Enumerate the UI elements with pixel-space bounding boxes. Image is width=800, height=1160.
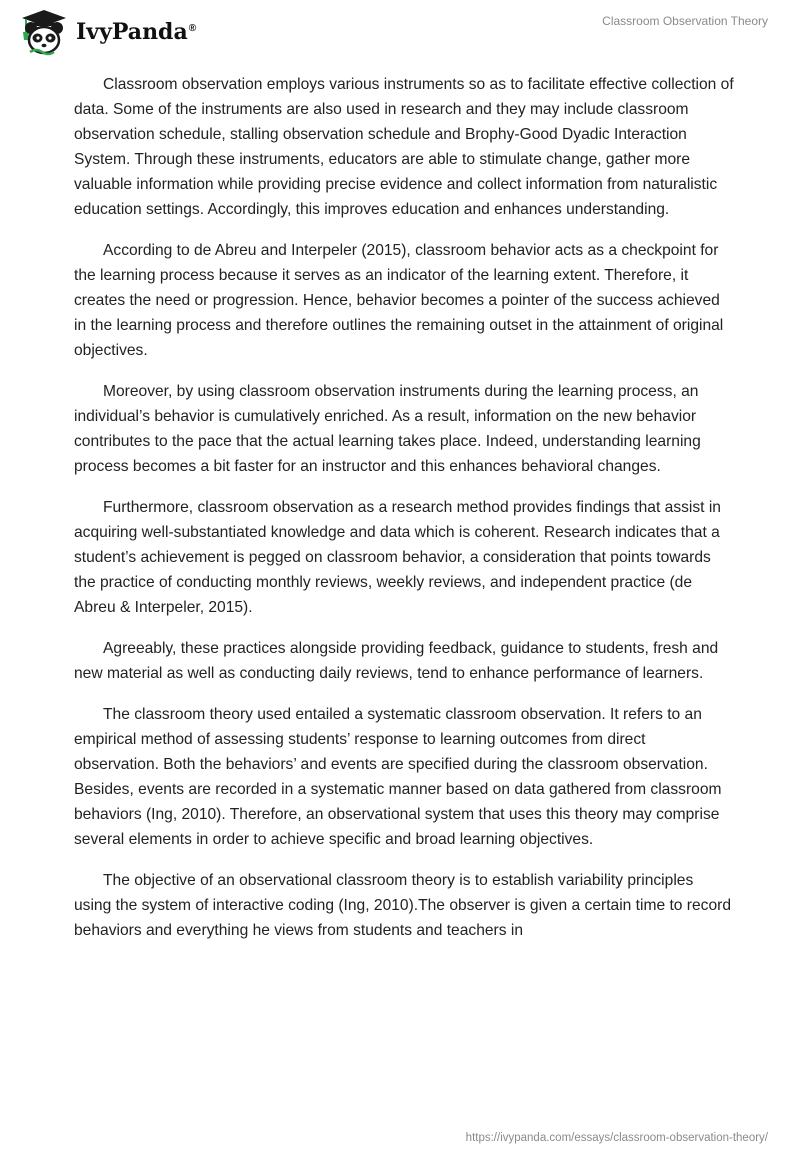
paragraph: Furthermore, classroom observation as a research method provides findings that assist in acquiring well-substantiated knowledge and data which is coherent. Research indicates that a student’s achievement is pegged on classroom behavior, a consideration that points towards the practice of conducting monthly reviews, weekly reviews, and independent practice (de Abreu & Interpeler, 2015).	[74, 499, 721, 616]
paragraph: Classroom observation employs various instruments so as to facilitate effective collection of data. Some of the instruments are also used in research and they may include classroom observation schedule, stalling observation schedule and Brophy-Good Dyadic Interaction System. Through these instruments, educators are able to stimulate change, gather more valuable information while providing precise evidence and collect information from naturalistic education settings. Accordingly, this improves education and enhances understanding.	[74, 76, 734, 218]
paragraph: The objective of an observational classroom theory is to establish variability principles using the system of interactive coding (Ing, 2010).The observer is given a certain time to record behaviors and everything he views from students and teachers in	[74, 872, 731, 939]
paragraph: The classroom theory used entailed a systematic classroom observation. It refers to an empirical method of assessing students’ response to learning outcomes from direct observation. Both the behaviors’ and events are specified during the classroom observation. Besides, events are recorded in a systematic manner based on data gathered from classroom behaviors (Ing, 2010). Therefore, an observational system that uses this theory may comprise several elements in order to achieve specific and broad learning objectives.	[74, 706, 722, 848]
paragraph: According to de Abreu and Interpeler (2015), classroom behavior acts as a checkpoint for the learning process because it serves as an indicator of the learning extent. Therefore, it creates the need or progression. Hence, behavior becomes a pointer of the success achieved in the learning process and therefore outlines the remaining outset in the attainment of original objectives.	[74, 242, 724, 359]
essay-body	[74, 72, 734, 959]
paragraph: Agreeably, these practices alongside providing feedback, guidance to students, fresh and new material as well as conducting daily reviews, tend to enhance performance of learners.	[74, 640, 719, 682]
source-url[interactable]: https://ivypanda.com/essays/classroom-observation-theory/	[465, 1132, 768, 1144]
page-header	[0, 0, 800, 64]
registered-mark: ®	[188, 22, 197, 34]
ivypanda-logo[interactable]	[14, 6, 196, 58]
running-title: Classroom Observation Theory	[602, 14, 768, 28]
brand-name-text: IvyPanda	[76, 19, 188, 45]
panda-graduate-icon	[14, 6, 72, 58]
brand-name	[76, 19, 196, 45]
paragraph: Moreover, by using classroom observation instruments during the learning process, an individual’s behavior is cumulatively enriched. As a result, information on the new behavior contributes to the pace that the actual learning takes place. Indeed, understanding learning process becomes a bit faster for an instructor and this enhances behavioral changes.	[74, 383, 701, 475]
